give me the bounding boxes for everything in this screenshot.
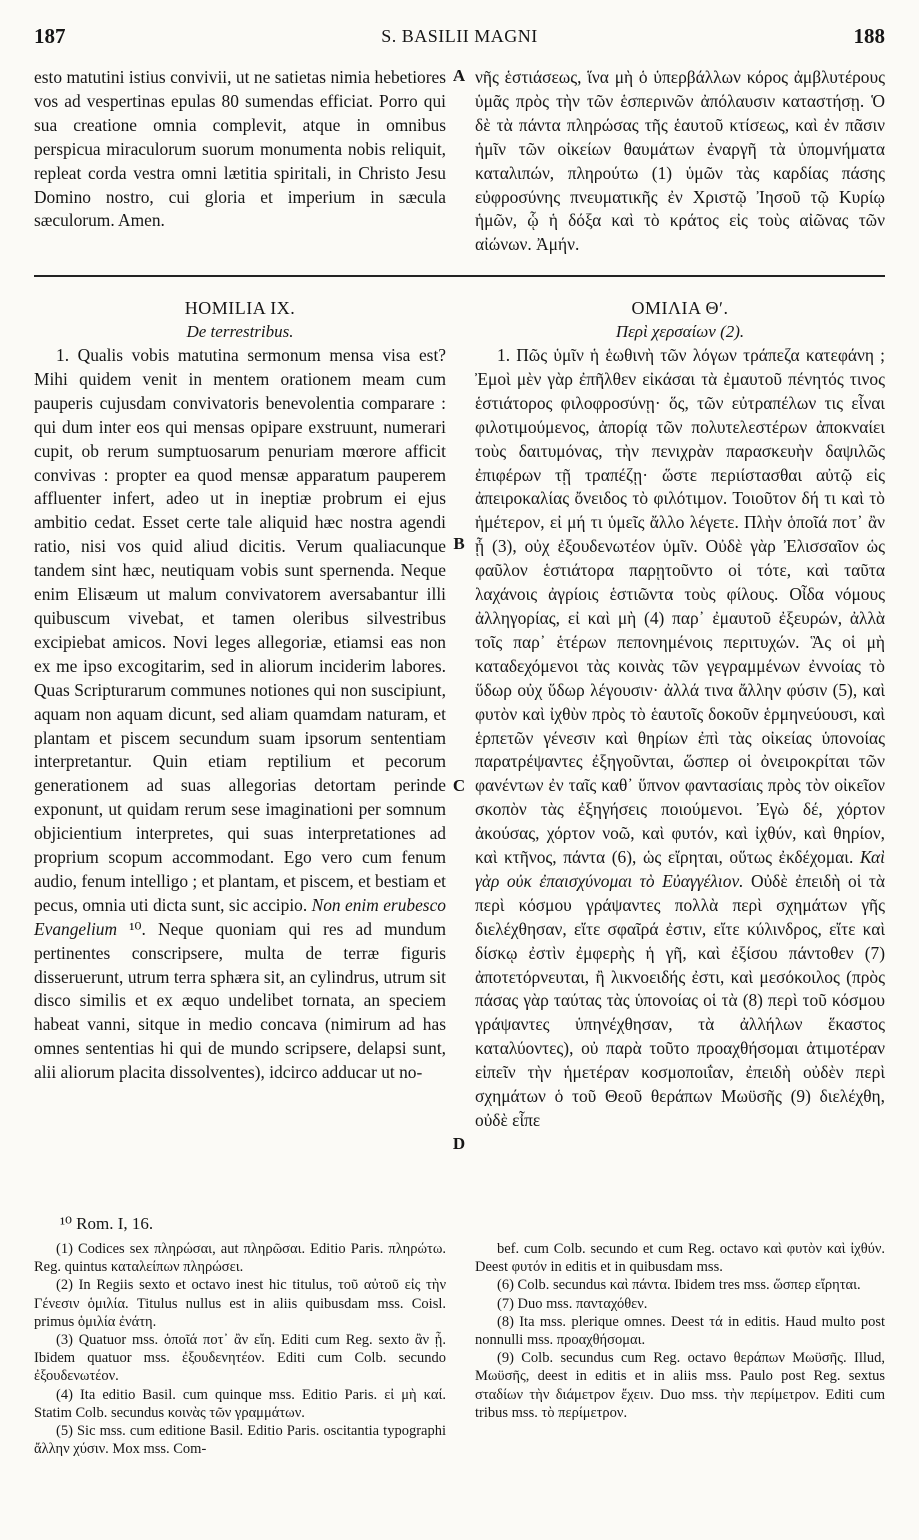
- latin-homily-body: [34, 344, 446, 1085]
- latin-body-text: 1. Qualis vobis matutina sermonum mensa visa est? Mihi quidem venit in mentem orationem meam cum pauperis cujusdam convivatoris benevolentia comparare : qui dum inter eos qui mensas opipare exstruunt, numerari cupit, ob rerum sumptuosarum penuriam mœrore afficit convivas : propter ea quod mensæ apparatum pauperem affluenter infert, adeo ut in ineptiæ probrum ei ejus ambitio cedat. Esset certe tale aliquid hæc nostra agendi ratio, nisi vos quid aliud dicitis. Verum qualiacunque tandem sint hæc, neutiquam vobis sunt spernenda. Neque enim Elisæum ut malum convivatorem aversabantur illi quibuscum vivebat, et tamen oleribus silvestribus excipiebat amicos. Novi leges allegoriæ, etiamsi eas non ex me ipso excogitarim, sed in aliorum inciderim labores. Quas Scripturarum communes notiones qui non suscipiunt, aquam non aquam dicunt, sed aliam quamdam naturam, et plantam et piscem secundum suam ipsorum sententiam interpretantur. Quin etiam reptilium et pecorum generationem ad suas allegorias detortam perinde exponunt, ut quidam rerum sese imaginationi per somnum objicientium interpretes, qui suas interpretationes ad proprium scopum accommodant. Ego vero cum fenum audio, fenum intelligo ; et plantam, et piscem, et bestiam et pecus, omnia uti dicta sunt, sic accipio.: [34, 345, 446, 915]
- running-title: S. BASILII MAGNI: [381, 26, 538, 46]
- footnote: (1) Codices sex πληρώσαι, aut πληρῶσαι. Editio Paris. πληρώτω. Reg. quintus καταλείπων πληρώσει.: [34, 1241, 446, 1276]
- greek-homily-body: [475, 344, 885, 1133]
- latin-homily-column: [34, 296, 446, 1206]
- latin-homily-title: HOMILIA IX.: [184, 298, 296, 318]
- footnote: (6) Colb. secundus καὶ πάντα. Ibidem tres mss. ὥσπερ εἴρηται.: [497, 1277, 861, 1294]
- top-greek-text: νῆς ἑστιάσεως, ἵνα μὴ ὁ ὑπερβάλλων κόρος ἀμβλυτέρους ὑμᾶς πρὸς τὴν τῶν ἑσπερινῶν ἀπόλαυσιν καταστήσῃ. Ὁ δὲ τὰ πάντα πληρώσας τῆς ἑαυτοῦ κτίσεως, καὶ ἐν πᾶσιν ἡμῖν τῶν οἰκείων θαυμάτων ἐναργῆ τὰ ὑπομνήματα καταλιπών, πληρούτω (1) ὑμῶν τὰς καρδίας πάσης εὐφροσύνης πνευματικῆς ἐν Χριστῷ Ἰησοῦ τῷ Κυρίῳ ἡμῶν, ᾧ ἡ δόξα καὶ τὸ κράτος εἰς τοὺς αἰῶνας τῶν αἰώνων. Ἀμήν.: [475, 67, 885, 255]
- footnote: (4) Ita editio Basil. cum quinque mss. Editio Paris. εἰ μὴ καί. Statim Colb. secundus κοινὰς τῶν γραμμάτων.: [34, 1386, 446, 1421]
- margin-letter-b: B: [453, 534, 465, 553]
- latin-footnote-reference: ¹⁰ Rom. I, 16.: [60, 1214, 154, 1233]
- page-number-right: 188: [853, 24, 885, 48]
- greek-scripture-quote: Καὶ γὰρ οὐκ ἐπαισχύνομαι τὸ Εὐαγγέλιον.: [475, 847, 886, 891]
- greek-body-text: 1. Πῶς ὑμῖν ἡ ἑωθινὴ τῶν λόγων τράπεζα κατεφάνη ; Ἐμοὶ μὲν γὰρ ἐπῆλθεν εἰκάσαι τὰ ἐμαυτοῦ πένητός τινος ἑστιάτορος φιλοφροσύνῃ· ὅς, τῶν εὐτραπέλων τις εἶναι φιλοτιμούμενος, ἀπορίᾳ τῶν πολυτελεστέρων ἀποκναίει τοὺς δαιτυμόνας, τὴν πενιχρὰν παρασκευὴν δαψιλῶς ἐπιφέρων τῇ τραπέζῃ· ὥστε περιίστασθαι αὐτῷ εἰς ἀπειροκαλίας ὄνειδος τὸ φιλότιμον. Τοιοῦτον δή τι καὶ τὸ ἡμέτερον, εἰ μή τι ὑμεῖς ἄλλο λέγετε. Πλὴν ὁποῖά ποτ᾽ ἂν ᾖ (3), οὐχ ἐξουδενωτέον ὑμῖν. Οὐδὲ γὰρ Ἐλισσαῖον ὡς φαῦλον ἑστιάτορα παρῃτοῦντο οἱ τότε, καὶ ταῦτα λαχάνοις ἀγρίοις ἑστιῶντα τοὺς φίλους. Οἶδα νόμους ἀλληγορίας, εἰ καὶ μὴ (4) παρ᾽ ἐμαυτοῦ ἐξευρών, ἀλλὰ τοῖς παρ᾽ ἑτέρων πεπονημένοις περιτυχών. Ἃς οἱ μὴ καταδεχόμενοι τὰς κοινὰς τῶν γεγραμμένων ἐννοίας τὸ ὕδωρ οὐχ ὕδωρ λέγουσιν· ἀλλά τινα ἄλλην φύσιν (5), καὶ φυτὸν καὶ ἰχθὺν πρὸς τὸ ἑαυτοῖς δοκοῦν ἑρμηνεύουσι, καὶ ἑρπετῶν γένεσιν καὶ θηρίων ἐπὶ τὰς οἰκείας ὑπονοίας παρατρέψαντες ἐξηγοῦνται, ὥσπερ οἱ ὀνειροκρίται τῶν φανέντων ἐν ταῖς καθ᾽ ὕπνον φαντασίαις πρὸς τὸν οἰκεῖον σκοπὸν τὰς ἐξηγήσεις ποιούμενοι. Ἐγὼ δέ, χόρτον ἀκούσας, χόρτον νοῶ, καὶ φυτόν, καὶ ἰχθύν, καὶ θηρίον, καὶ κτῆνος, πάντα (6), ὡς εἴρηται, οὕτως ἐκδέχομαι.: [475, 345, 885, 868]
- section-divider: [34, 275, 885, 277]
- margin-letter-c: C: [452, 776, 466, 795]
- footnote: bef. cum Colb. secundo et cum Reg. octavo καὶ φυτὸν καὶ ἰχθύν. Deest φυτόν in editis et in quibusdam mss.: [475, 1241, 885, 1276]
- footnote: (5) Sic mss. cum editione Basil. Editio Paris. oscitantia typographi ἄλλην χύσιν. Mox mss. Com-: [34, 1423, 446, 1458]
- footnote: (8) Ita mss. plerique omnes. Deest τά in editis. Haud multo post nonnulli mss. προαχθήσομαι.: [475, 1313, 885, 1349]
- footnote: (3) Quatuor mss. ὁποῖά ποτ᾽ ἂν εἴη. Editi cum Reg. sexto ἂν ᾖ. Ibidem quatuor mss. ἐξουδενητέον. Editi cum Colb. secundo ἐξουδενωτέον.: [34, 1332, 446, 1385]
- footnotes-right: [475, 1240, 885, 1422]
- footnote: (2) In Regiis sexto et octavo inest hic titulus, τοῦ αὐτοῦ εἰς τὴν Γένεσιν ὁμιλία. Titulus nullus est in aliis quibusdam mss. Coisl. primus ὁμιλία ἐνάτη.: [34, 1277, 446, 1330]
- latin-homily-subtitle: De terrestribus.: [186, 322, 294, 341]
- footnote: (9) Colb. secundus cum Reg. octavo θεράπων Μωϋσῆς. Illud, Μωϋσῆς, deest in editis et in aliis mss. Paulo post Reg. sextus σταδίων τὴν διάμετρον ἔχειν. Duo mss. τὴν περίμετρον. Editi cum tribus mss. τὸ περίμετρον.: [475, 1350, 885, 1421]
- top-latin-text: esto matutini istius convivii, ut ne satietas nimia hebetiores vos ad vespertinas epulas 80 sumendas efficiat. Porro qui sua creatione omnia complevit, atque in omnibus perspicua miraculorum suorum monumenta nobis reliquit, repleat corda vestra omni lætitia spiritali, in Christo Jesu Domino nostro, cui gloria et imperium in sæcula sæculorum. Amen.: [34, 67, 446, 231]
- page-number-left: 187: [34, 24, 66, 48]
- latin-body-end: . Neque quoniam qui res ad mundum pertinentes conscripsere, multa de terræ figuris disseruerunt, utrum terra sphæra sit, an cylindrus, utrum sit disco similis et ex æquo undelibet tornata, an speciem habeat vanni, sitque in medio concava (nimirum ad has omnes sententias hi qui de mundo scripsere, delapsi sunt, alii aliorum placita dissolventes), idcirco adducar ut no-: [34, 918, 446, 1083]
- greek-homily-subtitle: Περὶ χερσαίων (2).: [615, 322, 745, 341]
- margin-letter-a: A: [452, 66, 466, 85]
- page-header: [34, 24, 885, 50]
- footnote: (7) Duo mss. πανταχόθεν.: [497, 1295, 648, 1312]
- top-greek-column: [475, 66, 885, 262]
- top-latin-column: [34, 66, 446, 262]
- greek-homily-title: ΟΜΙΛΙΑ Θʹ.: [631, 298, 729, 318]
- latin-scripture-quote: Non enim erubesco Evangelium: [34, 894, 446, 939]
- greek-body-end: Οὐδὲ ἐπειδὴ οἱ τὰ περὶ κόσμου γράψαντες πολλὰ περὶ σχημάτων γῆς διελέχθησαν, εἴτε σφαῖρά ἐστιν, εἴτε κύλινδρος, εἴτε καὶ δίσκῳ ἐστὶν ἐμφερὴς ἡ γῆ, καὶ ἐξίσου πάντοθεν (7) ἀποτετόρνευται, ἢ λικνοειδής ἐστι, καὶ μεσόκοιλος (πρὸς πάσας γὰρ ταύτας τὰς ὑπονοίας οἱ τὰ (8) περὶ τοῦ κόσμου γράψαντες ὑπηνέχθησαν, τὰ ἀλλήλων ἕκαστος καταλύοντες), οὐ παρὰ τοῦτο προαχθήσομαι ἀτιμοτέραν εἰπεῖν τὴν ἡμετέραν κοσμοποιΐαν, ἐπειδὴ οὐδὲν περὶ σχημάτων ὁ τοῦ Θεοῦ θεράπων Μωϋσῆς (9) διελέχθη, οὐδὲ εἶπε: [475, 870, 885, 1130]
- greek-homily-column: [475, 296, 885, 1206]
- margin-letter-d: D: [452, 1134, 466, 1153]
- latin-footnote-marker: ¹⁰: [129, 918, 142, 939]
- footnotes-left: [34, 1240, 446, 1458]
